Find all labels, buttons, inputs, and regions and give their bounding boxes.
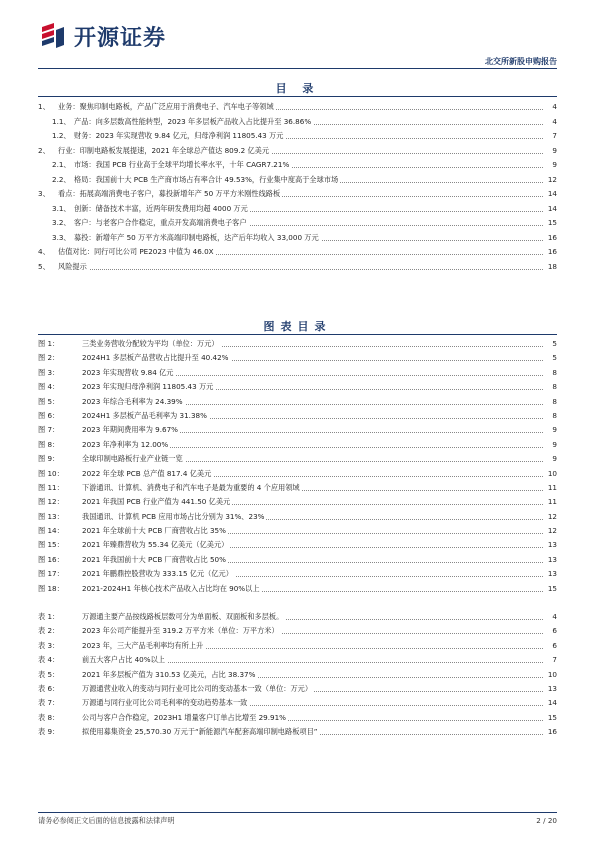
table-entry[interactable] (38, 639, 557, 653)
toc-entry-page: 16 (547, 232, 557, 242)
toc-entry-label: 客户：与老客户合作稳定，重点开发高端消费电子客户 (74, 218, 247, 227)
figure-entry-page: 13 (547, 540, 557, 550)
figure-entry-label: 2021 年我国 PCB 行业产值为 441.50 亿美元 (82, 497, 231, 507)
toc-entry-page: 16 (547, 247, 557, 256)
figure-entry-page: 11 (547, 497, 557, 507)
figure-entry-number: 图 17： (38, 569, 64, 579)
table-entry-label: 2023 年公司产能提升至 319.2 万平方米（单位：万平方米） (82, 626, 279, 636)
figure-entry-label: 2023 年实现营收 9.84 亿元 (82, 367, 174, 377)
table-entry-number: 表 7： (38, 698, 60, 708)
table-entry[interactable] (38, 610, 557, 624)
table-entry-label: 2021 年多层板产值为 310.53 亿美元，占比 38.37% (82, 669, 256, 679)
table-entry-label: 万源通与同行业可比公司毛利率的变动趋势基本一致 (82, 698, 248, 708)
figure-entry-number: 图 4： (38, 382, 60, 392)
table-entry-number: 表 3： (38, 640, 60, 650)
toc-entry[interactable] (38, 202, 557, 217)
toc-entry[interactable] (38, 231, 557, 246)
toc-entry-page: 9 (552, 160, 557, 169)
table-entry-page: 13 (547, 683, 557, 693)
figure-entry-label: 2021 年全球前十大 PCB 厂商营收占比 35% (82, 526, 226, 536)
figure-entry-page: 8 (552, 396, 557, 406)
page-footer (38, 816, 557, 826)
figure-entry[interactable] (38, 395, 557, 409)
figure-entry[interactable] (38, 510, 557, 524)
table-entry-number: 表 1： (38, 612, 60, 621)
table-entry-label: 万源通营业收入的变动与同行业可比公司的变动基本一致（单位：万元） (82, 683, 313, 693)
toc-entry-label: 财务：2023 年实现营收 9.84 亿元，归母净利润 11805.43 万元 (74, 131, 284, 140)
figure-entry-label: 我国通讯、计算机 PCB 应用市场占比分别为 31%、23% (82, 511, 265, 521)
toc-entry-label: 行业：印制电路板发展提速，2021 年全球总产值达 809.2 亿美元 (58, 145, 270, 155)
table-entry-page: 4 (552, 612, 557, 621)
toc-entry-label: 创新：储备技术丰富，近两年研发费用均超 4000 万元 (74, 203, 248, 213)
table-entry-page: 6 (552, 626, 557, 636)
toc-title-divider (38, 96, 557, 97)
figure-entry-number: 图 1： (38, 339, 60, 348)
figure-entry[interactable] (38, 567, 557, 581)
header-divider (38, 68, 557, 69)
table-entry-page: 14 (547, 698, 557, 708)
table-entry-number: 表 2： (38, 626, 60, 636)
table-entry-label: 拟使用募集资金 25,570.30 万元于“新能源汽车配套高端印制电路板项目” (82, 727, 318, 737)
table-entry[interactable] (38, 682, 557, 696)
toc-entry-page: 9 (552, 145, 557, 155)
figure-entry-label: 2023 年综合毛利率为 24.39% (82, 396, 183, 406)
toc-list (38, 100, 557, 274)
figure-entry-number: 图 2： (38, 353, 60, 363)
table-entry[interactable] (38, 725, 557, 739)
table-entry-page: 16 (547, 727, 557, 737)
toc-entry-number: 3.1、 (52, 203, 71, 213)
figure-entry-page: 9 (552, 454, 557, 464)
table-entry-label: 万源通主要产品按线路板层数可分为单面板、双面板和多层板。 (82, 612, 284, 621)
figure-entry-label: 2024H1 多层板产品毛利率为 31.38% (82, 410, 207, 420)
toc-entry[interactable] (38, 260, 557, 275)
toc-entry-page: 14 (547, 189, 557, 198)
figure-entry-label: 2023 年净利率为 12.00% (82, 439, 169, 449)
toc-entry-number: 3.3、 (52, 232, 71, 242)
toc-entry-label: 业务：聚焦印制电路板，产品广泛应用于消费电子、汽车电子等领域 (58, 102, 274, 111)
figure-entry-number: 图 8： (38, 439, 60, 449)
toc-entry-label: 募投：新增年产 50 万平方米高端印制电路板，达产后年均收入 33,000 万元 (74, 232, 319, 242)
toc-entry-number: 2.1、 (52, 160, 71, 169)
figure-entry-number: 图 7： (38, 425, 60, 435)
toc-title: 目 录 (275, 82, 320, 95)
table-entry-label: 公司与客户合作稳定，2023H1 增量客户订单占比增至 29.91% (82, 712, 286, 722)
page-number: 2 / 20 (536, 816, 557, 825)
toc-entry-page: 12 (547, 174, 557, 184)
figure-entry-label: 2024H1 多层板产品营收占比提升至 40.42% (82, 353, 229, 363)
tables-list (38, 610, 557, 740)
figure-entry[interactable] (38, 351, 557, 365)
table-entry-page: 15 (547, 712, 557, 722)
toc-entry-label: 看点：拓展高端消费电子客户，募投新增年产 50 万平方米刚性线路板 (58, 189, 281, 198)
figure-entry[interactable] (38, 582, 557, 596)
toc-entry[interactable] (38, 100, 557, 115)
toc-entry-number: 2.2、 (52, 174, 71, 184)
figure-entry-label: 2023 年实现归母净利润 11805.43 万元 (82, 382, 214, 392)
report-type: 北交所新股申购报告 (485, 57, 557, 66)
figure-entry-page: 8 (552, 410, 557, 420)
footer-divider (38, 812, 557, 813)
figure-entry-label: 全球印制电路板行业产业链一览 (82, 454, 183, 464)
figure-entry-number: 图 13： (38, 511, 64, 521)
toc-entry[interactable] (38, 144, 557, 159)
figure-entry-page: 10 (547, 468, 557, 478)
figure-entry-number: 图 15： (38, 540, 64, 550)
toc-entry-page: 15 (547, 218, 557, 227)
table-entry-number: 表 4： (38, 655, 60, 665)
toc-entry[interactable] (38, 187, 557, 202)
figure-entry[interactable] (38, 452, 557, 466)
figure-entry-page: 8 (552, 367, 557, 377)
figure-entry-number: 图 14： (38, 526, 64, 536)
figure-entry-label: 下游通讯、计算机、消费电子和汽车电子是最为重要的 4 个应用领域 (82, 482, 300, 492)
figure-entry[interactable] (38, 467, 557, 481)
table-entry-page: 6 (552, 640, 557, 650)
toc-entry[interactable] (38, 245, 557, 260)
toc-entry-page: 4 (552, 102, 557, 111)
figures-title: 图表目录 (263, 320, 332, 333)
figure-entry[interactable] (38, 553, 557, 567)
toc-entry-number: 2、 (38, 145, 50, 155)
toc-entry-number: 1.1、 (52, 116, 71, 126)
toc-entry-label: 市场：我国 PCB 行业高于全球平均增长率水平，十年 CAGR7.21% (74, 160, 290, 169)
figure-entry-label: 2021-2024H1 年核心技术产品收入占比均在 90%以上 (82, 583, 260, 593)
figure-entry[interactable] (38, 495, 557, 509)
toc-entry-number: 1.2、 (52, 131, 71, 140)
figure-entry-page: 13 (547, 569, 557, 579)
figure-entry[interactable] (38, 380, 557, 394)
table-entry-page: 7 (552, 655, 557, 665)
figure-entry[interactable] (38, 423, 557, 437)
figure-entry[interactable] (38, 438, 557, 452)
toc-entry-number: 3.2、 (52, 218, 71, 227)
figure-entry-page: 9 (552, 425, 557, 435)
figure-entry-number: 图 10： (38, 468, 64, 478)
toc-entry-page: 14 (547, 203, 557, 213)
toc-entry-label: 估值对比：同行可比公司 PE2023 中值为 46.0X (58, 247, 214, 256)
figure-entry[interactable] (38, 538, 557, 552)
figure-entry-page: 15 (547, 583, 557, 593)
figures-title-divider (38, 334, 557, 335)
table-entry-page: 10 (547, 669, 557, 679)
table-entry-number: 表 5： (38, 669, 60, 679)
figure-entry-label: 2021 年我国前十大 PCB 厂商营收占比 50% (82, 554, 226, 564)
toc-entry-number: 4、 (38, 247, 50, 256)
page-header (0, 0, 595, 70)
figure-entry-number: 图 11： (38, 482, 64, 492)
table-entry-number: 表 9： (38, 727, 60, 737)
figure-entry-label: 2021 年臻鼎营收为 55.34 亿美元（亿美元） (82, 540, 229, 550)
toc-entry[interactable] (38, 158, 557, 173)
toc-entry-page: 4 (552, 116, 557, 126)
table-entry-label: 前五大客户占比 40%以上 (82, 655, 165, 665)
table-entry[interactable] (38, 624, 557, 638)
toc-entry[interactable] (38, 216, 557, 231)
table-entry-label: 2023 年，三大产品毛利率均有所上升 (82, 640, 204, 650)
figure-entry-page: 12 (547, 526, 557, 536)
figure-entry-page: 5 (552, 353, 557, 363)
toc-entry-page: 18 (547, 261, 557, 271)
table-entry[interactable] (38, 668, 557, 682)
toc-entry-label: 格局：我国前十大 PCB 生产商市场占有率合计 49.53%，行业集中度高于全球市场 (74, 174, 339, 184)
figure-entry-label: 三类业务营收分配较为平均（单位：万元） (82, 339, 219, 348)
toc-entry-number: 3、 (38, 189, 50, 198)
logo-mark-icon (38, 21, 68, 51)
figure-entry[interactable] (38, 366, 557, 380)
table-entry[interactable] (38, 711, 557, 725)
figures-list (38, 337, 557, 596)
figure-entry-number: 图 6： (38, 410, 60, 420)
toc-entry-label: 产品：向多层数高性能转型，2023 年多层板产品收入占比提升至 36.86% (74, 116, 312, 126)
toc-entry-label: 风险提示 (58, 261, 87, 271)
company-logo (38, 18, 166, 54)
figure-entry-number: 图 16： (38, 554, 64, 564)
figure-entry-page: 13 (547, 554, 557, 564)
table-entry-number: 表 8： (38, 712, 60, 722)
figure-entry-number: 图 5： (38, 396, 60, 406)
figure-entry-label: 2022 年全球 PCB 总产值 817.4 亿美元 (82, 468, 212, 478)
figure-entry[interactable] (38, 481, 557, 495)
figure-entry-number: 图 3： (38, 367, 60, 377)
figure-entry-label: 2023 年期间费用率为 9.67% (82, 425, 179, 435)
toc-entry-page: 7 (552, 131, 557, 140)
toc-entry-number: 5、 (38, 261, 50, 271)
figure-entry[interactable] (38, 337, 557, 351)
figure-entry-page: 8 (552, 382, 557, 392)
figure-entry-number: 图 12： (38, 497, 64, 507)
toc-entry-number: 1、 (38, 102, 50, 111)
figure-entry-number: 图 9： (38, 454, 60, 464)
toc-entry[interactable] (38, 173, 557, 188)
toc-entry[interactable] (38, 115, 557, 130)
figure-entry[interactable] (38, 524, 557, 538)
toc-entry[interactable] (38, 129, 557, 144)
table-entry[interactable] (38, 653, 557, 667)
figure-entry[interactable] (38, 409, 557, 423)
figure-entry-page: 11 (547, 482, 557, 492)
figure-entry-page: 9 (552, 439, 557, 449)
footer-disclaimer: 请务必参阅正文后面的信息披露和法律声明 (38, 816, 175, 825)
figure-entry-page: 5 (552, 339, 557, 348)
figure-entry-page: 12 (547, 511, 557, 521)
figure-entry-label: 2021 年鹏鼎控股营收为 333.15 亿元（亿元） (82, 569, 233, 579)
table-entry[interactable] (38, 696, 557, 710)
logo-text: 开源证券 (74, 25, 167, 51)
figure-entry-number: 图 18： (38, 583, 64, 593)
table-entry-number: 表 6： (38, 683, 60, 693)
